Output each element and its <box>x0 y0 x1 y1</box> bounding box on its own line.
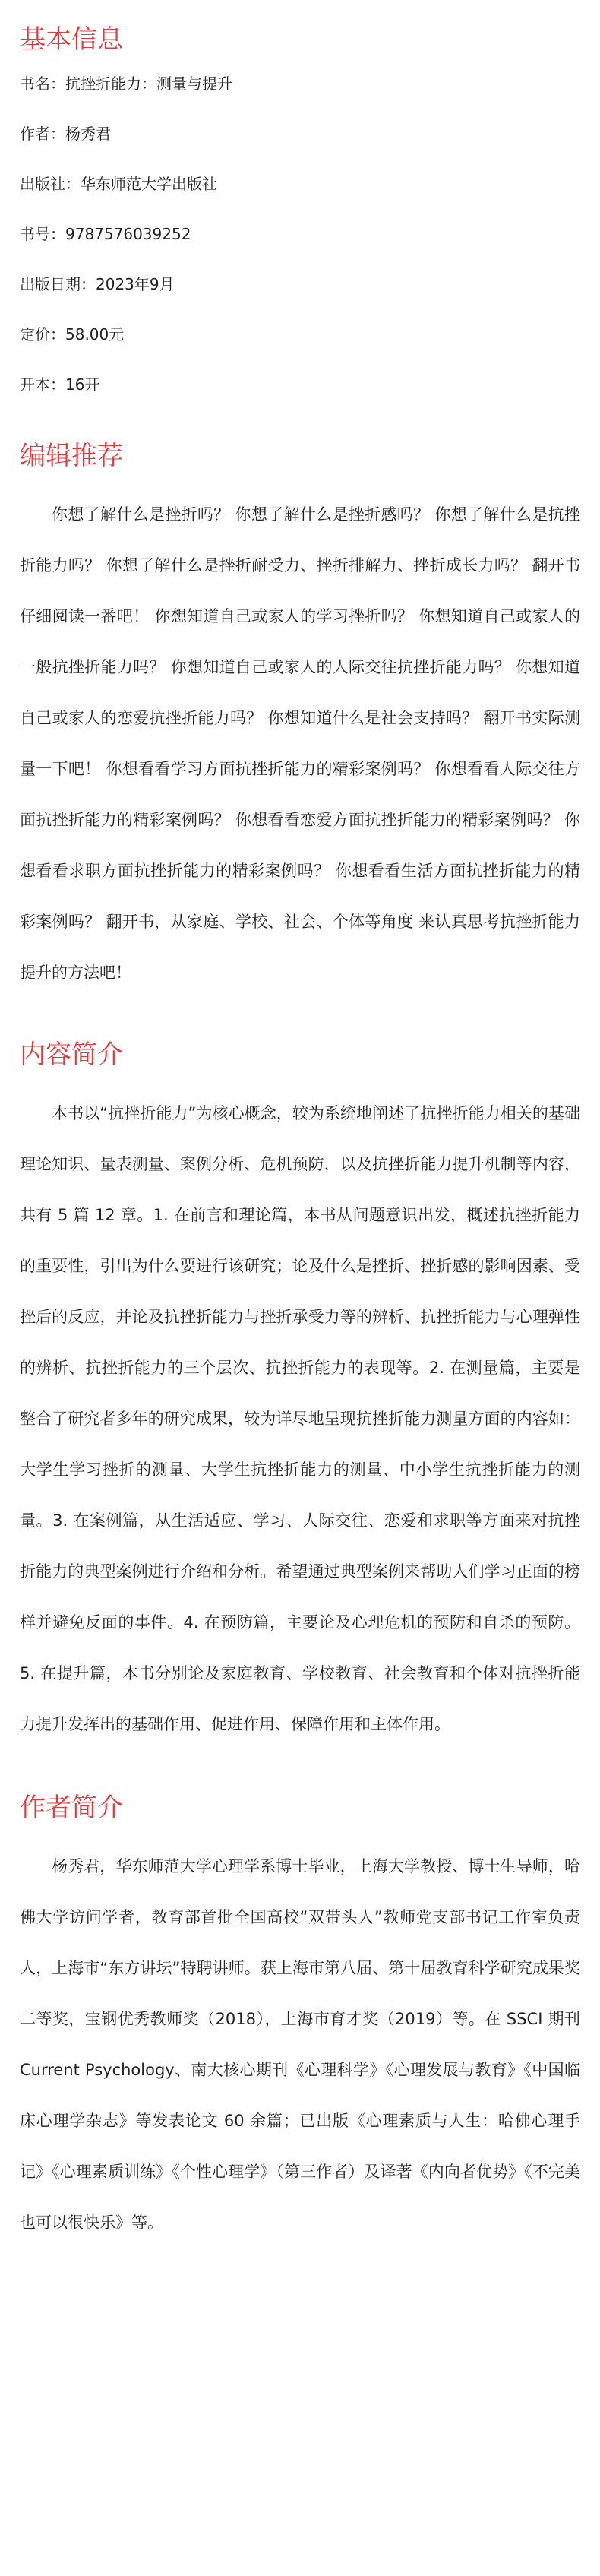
info-value: 华东师范大学出版社 <box>81 175 217 193</box>
info-value: 杨秀君 <box>65 125 111 143</box>
info-value: 抗挫折能力：测量与提升 <box>65 74 232 93</box>
info-row-publish-date <box>20 274 580 295</box>
basic-info-title: 基本信息 <box>20 24 123 55</box>
content-summary-title: 内容简介 <box>20 1040 123 1070</box>
info-value: 9787576039252 <box>65 225 191 243</box>
info-value: 16开 <box>65 375 100 394</box>
info-value: 58.00元 <box>65 325 125 343</box>
author-intro-text: 杨秀君，华东师范大学心理学系博士毕业，上海大学教授、博士生导师，哈佛大学访问学者，教育部首批全国高校“双带头人”教师党支部书记工作室负责人，上海市“东方讲坛”特聘讲师。获上海市第八届、第十届教育科学研究成果奖二等奖，宝钢优秀教师奖（2018），上海市育才奖（2019）等。在 SSCI 期刊 Current Psychology、南大核心期刊《心理科学》《心理发展与教育》《中国临床心理学杂志》等发表论文 60 余篇；已出版《心理素质与人生：哈佛心理手记》《心理素质训练》《个性心理学》（第三作者）及译著《内向者优势》《不完美也可以很快乐》等。 <box>20 1857 580 2232</box>
info-label: 开本 ： <box>20 375 65 394</box>
editor-recommendation-text: 你想了解什么是挫折吗？ 你想了解什么是挫折感吗？ 你想了解什么是抗挫折能力吗？ 你想了解什么是挫折耐受力、挫折排解力、挫折成长力吗？ 翻开书仔细阅读一番吧！ 你想知道自己或家人的学习挫折吗？ 你想知道自己或家人的一般抗挫折能力吗？ 你想知道自己或家人的人际交往抗挫折能力吗？ 你想知道自己或家人的恋爱抗挫折能力吗？ 你想知道什么是社会支持吗？ 翻开书实际测量一下吧！ 你想看看学习方面抗挫折能力的精彩案例吗？ 你想看看人际交往方面抗挫折能力的精彩案例吗？ 你想看看恋爱方面抗挫折能力的精彩案例吗？ 你想看看求职方面抗挫折能力的精彩案例吗？ 你想看看生活方面抗挫折能力的精彩案例吗？ 翻开书，从家庭、学校、社会、个体等角度 来认真思考抗挫折能力提升的方法吧！ <box>20 505 580 982</box>
info-label: 作者 ： <box>20 125 65 143</box>
content-summary-text: 本书以“抗挫折能力”为核心概念，较为系统地阐述了抗挫折能力相关的基础理论知识、量表测量、案例分析、危机预防，以及抗挫折能力提升机制等内容，共有 5 篇 12 章。1. 在前言和理论篇，本书从问题意识出发，概述抗挫折能力的重要性，引出为什么要进行该研究；论及什么是挫折、挫折感的影响因素、受挫后的反应，并论及抗挫折能力与挫折承受力等的辨析、抗挫折能力与心理弹性的辨析、抗挫折能力的三个层次、抗挫折能力的表现等。2. 在测量篇，主要是整合了研究者多年的研究成果，较为详尽地呈现抗挫折能力测量方面的内容如：大学生学习挫折的测量、大学生抗挫折能力的测量、中小学生抗挫折能力的测量。3. 在案例篇，从生活适应、学习、人际交往、恋爱和求职等方面来对抗挫折能力的典型案例进行介绍和分析。希望通过典型案例来帮助人们学习正面的榜样并避免反面的事件。4. 在预防篇，主要论及心理危机的预防和自杀的预防。5. 在提升篇，本书分别论及家庭教育、学校教育、社会教育和个体对抗挫折能力提升发挥出的基础作用、促进作用、保障作用和主体作用。 <box>20 1104 580 1733</box>
author-intro-section <box>20 1791 580 2248</box>
author-intro-title: 作者简介 <box>20 1793 123 1823</box>
info-value: 2023年9月 <box>96 275 175 293</box>
info-label: 定价 ： <box>20 325 65 343</box>
info-row-author <box>20 123 580 144</box>
basic-info-section <box>20 23 580 395</box>
info-label: 书名 ： <box>20 74 65 93</box>
info-row-format <box>20 374 580 395</box>
content-summary-section <box>20 1038 580 1750</box>
info-label: 出版社 ： <box>20 175 81 193</box>
editor-recommendation-section <box>20 439 580 998</box>
info-row-isbn <box>20 223 580 245</box>
info-row-publisher <box>20 173 580 195</box>
editor-recommendation-title: 编辑推荐 <box>20 441 123 471</box>
info-label: 出版日期 ： <box>20 275 96 293</box>
info-label: 书号 ： <box>20 225 65 243</box>
info-row-price <box>20 324 580 345</box>
info-row-book-name <box>20 73 580 94</box>
